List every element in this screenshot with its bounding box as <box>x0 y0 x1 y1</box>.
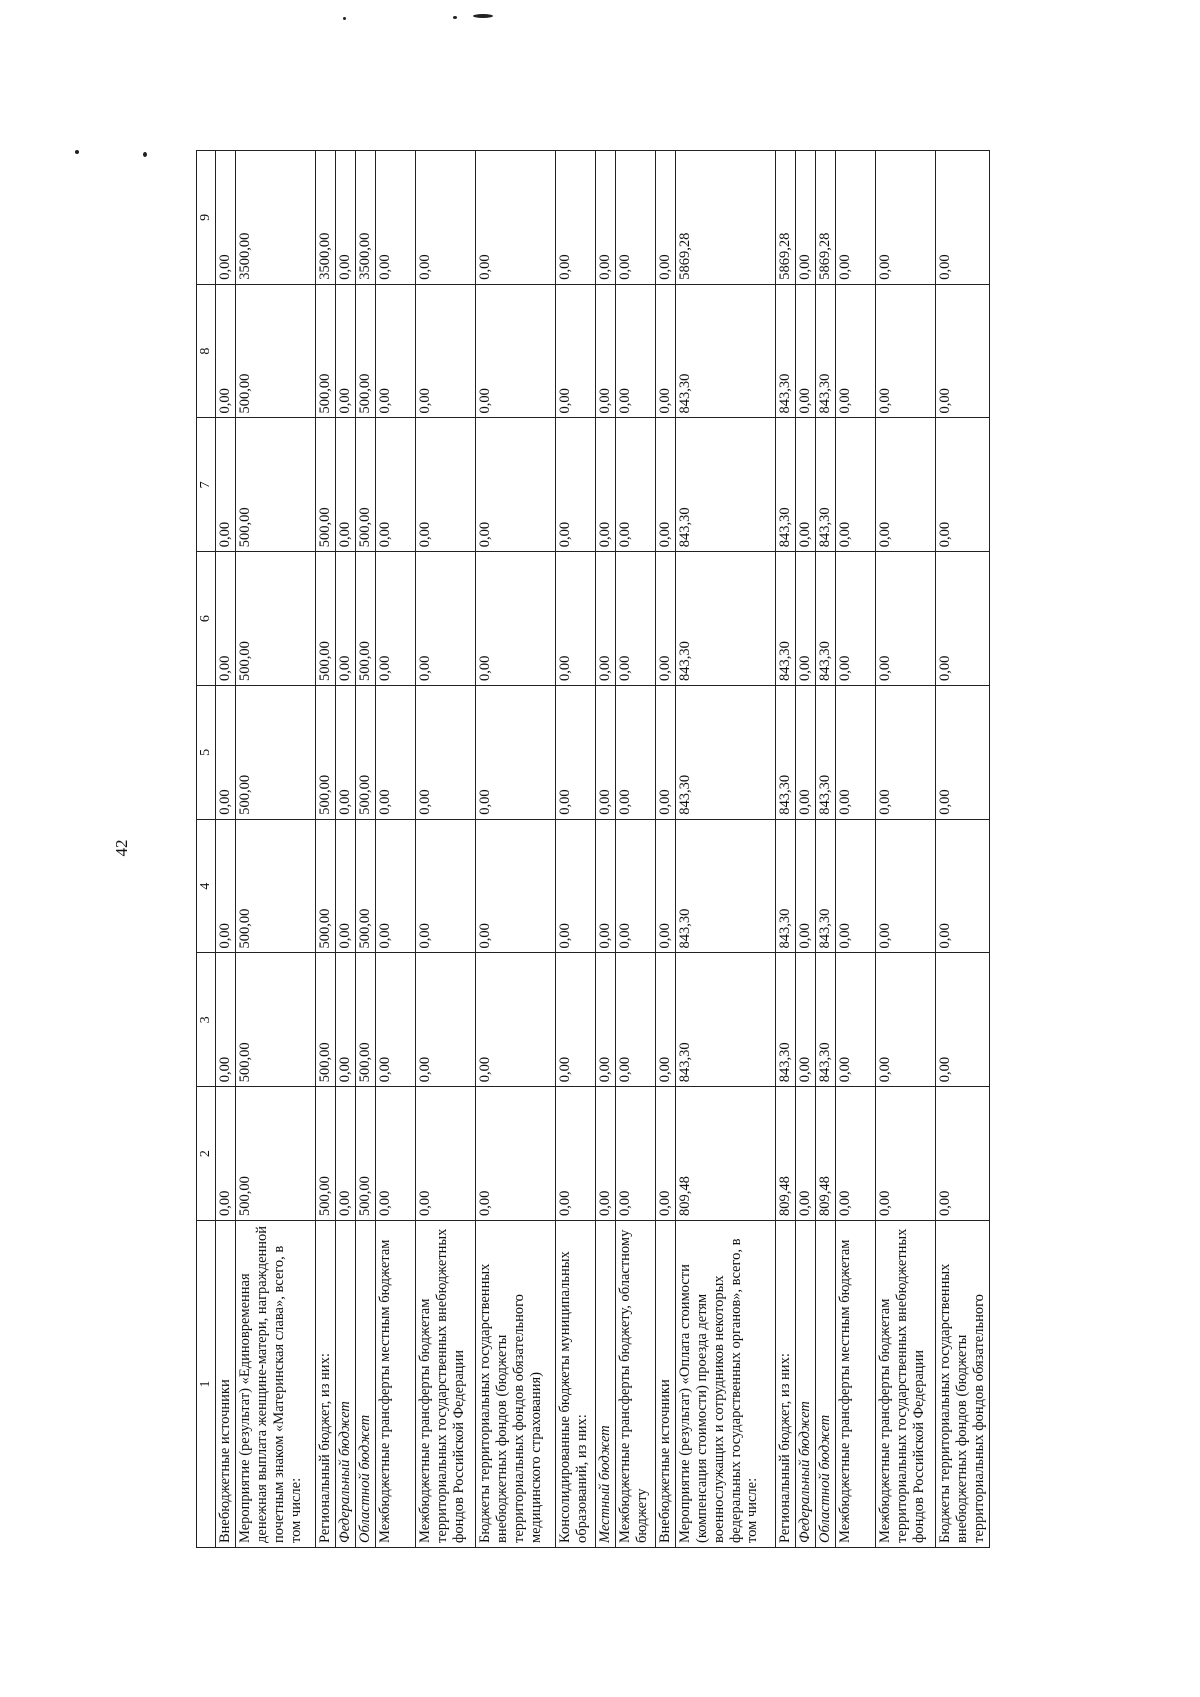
value-cell: 5869,28 <box>816 151 836 285</box>
value-cell: 843,30 <box>676 686 776 820</box>
value-cell: 843,30 <box>676 284 776 418</box>
value-cell: 0,00 <box>596 953 616 1087</box>
budget-table-body <box>197 151 990 1548</box>
table-row <box>936 151 989 1548</box>
value-cell: 0,00 <box>416 686 476 820</box>
value-cell: 843,30 <box>776 284 796 418</box>
value-cell: 500,00 <box>316 552 336 686</box>
value-cell: 0,00 <box>476 151 556 285</box>
page-number: 42 <box>112 839 131 857</box>
value-cell: 500,00 <box>356 284 376 418</box>
value-cell: 0,00 <box>476 418 556 552</box>
value-cell: 500,00 <box>316 418 336 552</box>
value-cell: 843,30 <box>816 686 836 820</box>
value-cell: 0,00 <box>656 686 676 820</box>
value-cell: 0,00 <box>416 819 476 953</box>
value-cell: 0,00 <box>616 151 656 285</box>
value-cell: 0,00 <box>336 552 356 686</box>
value-cell: 0,00 <box>596 418 616 552</box>
column-number: 4 <box>197 819 216 953</box>
row-label: Мероприятие (результат) «Оплата стоимости (компенсация стоимости) проезда детям военнослужащих и сотрудников некоторых федеральных государственных органов», всего, в том числе: <box>676 1221 776 1548</box>
value-cell: 843,30 <box>776 953 796 1087</box>
value-cell: 0,00 <box>616 552 656 686</box>
value-cell: 500,00 <box>236 819 316 953</box>
value-cell: 0,00 <box>476 819 556 953</box>
value-cell: 0,00 <box>876 552 936 686</box>
value-cell: 0,00 <box>476 552 556 686</box>
value-cell: 0,00 <box>336 686 356 820</box>
row-label: Региональный бюджет, из них: <box>316 1221 336 1548</box>
table-row <box>836 151 876 1548</box>
value-cell: 500,00 <box>236 953 316 1087</box>
value-cell: 0,00 <box>336 953 356 1087</box>
table-row <box>356 151 376 1548</box>
value-cell: 0,00 <box>376 686 416 820</box>
value-cell: 0,00 <box>656 1087 676 1221</box>
column-number: 7 <box>197 418 216 552</box>
table-row <box>476 151 556 1548</box>
value-cell: 0,00 <box>876 284 936 418</box>
scan-speck <box>343 17 346 20</box>
value-cell: 0,00 <box>796 1087 816 1221</box>
table-row <box>236 151 316 1548</box>
column-number: 1 <box>197 1221 216 1548</box>
value-cell: 0,00 <box>416 151 476 285</box>
value-cell: 5869,28 <box>776 151 796 285</box>
row-label: Межбюджетные трансферты бюджетам территориальных государственных внебюджетных фондов Российской Федерации <box>876 1221 936 1548</box>
value-cell: 0,00 <box>836 284 876 418</box>
table-row <box>776 151 796 1548</box>
value-cell: 0,00 <box>616 819 656 953</box>
value-cell: 0,00 <box>876 819 936 953</box>
value-cell: 500,00 <box>316 1087 336 1221</box>
value-cell: 843,30 <box>676 819 776 953</box>
value-cell: 0,00 <box>556 151 596 285</box>
row-label: Межбюджетные трансферты местным бюджетам <box>376 1221 416 1548</box>
value-cell: 843,30 <box>676 418 776 552</box>
value-cell: 809,48 <box>776 1087 796 1221</box>
row-label: Межбюджетные трансферты местным бюджетам <box>836 1221 876 1548</box>
value-cell: 500,00 <box>316 819 336 953</box>
value-cell: 0,00 <box>876 151 936 285</box>
value-cell: 0,00 <box>876 953 936 1087</box>
value-cell: 0,00 <box>216 686 236 820</box>
column-number: 5 <box>197 686 216 820</box>
value-cell: 500,00 <box>236 1087 316 1221</box>
value-cell: 0,00 <box>616 686 656 820</box>
row-label: Мероприятие (результат) «Единовременная денежная выплата женщине-матери, награжденной почетным знаком «Материнская слава», всего, в том числе: <box>236 1221 316 1548</box>
table-row <box>676 151 776 1548</box>
value-cell: 0,00 <box>796 418 816 552</box>
budget-table <box>196 150 990 1548</box>
value-cell: 0,00 <box>616 284 656 418</box>
value-cell: 0,00 <box>836 819 876 953</box>
value-cell: 0,00 <box>216 1087 236 1221</box>
value-cell: 0,00 <box>416 552 476 686</box>
value-cell: 0,00 <box>936 284 989 418</box>
value-cell: 0,00 <box>836 953 876 1087</box>
value-cell: 0,00 <box>876 686 936 820</box>
value-cell: 0,00 <box>656 151 676 285</box>
value-cell: 0,00 <box>876 418 936 552</box>
row-label: Бюджеты территориальных государственных внебюджетных фондов (бюджеты территориальных фондов обязательного <box>936 1221 989 1548</box>
row-label: Консолидированные бюджеты муниципальных образований, из них: <box>556 1221 596 1548</box>
row-label: Внебюджетные источники <box>656 1221 676 1548</box>
value-cell: 0,00 <box>336 418 356 552</box>
row-label: Федеральный бюджет <box>796 1221 816 1548</box>
value-cell: 0,00 <box>616 953 656 1087</box>
value-cell: 843,30 <box>776 819 796 953</box>
table-row <box>336 151 356 1548</box>
value-cell: 0,00 <box>476 686 556 820</box>
value-cell: 0,00 <box>376 418 416 552</box>
value-cell: 500,00 <box>236 552 316 686</box>
value-cell: 5869,28 <box>676 151 776 285</box>
row-label: Межбюджетные трансферты бюджету, областному бюджету <box>616 1221 656 1548</box>
value-cell: 0,00 <box>556 552 596 686</box>
value-cell: 0,00 <box>836 151 876 285</box>
row-label: Внебюджетные источники <box>216 1221 236 1548</box>
value-cell: 0,00 <box>416 1087 476 1221</box>
value-cell: 843,30 <box>776 418 796 552</box>
value-cell: 500,00 <box>356 552 376 686</box>
row-label: Областной бюджет <box>356 1221 376 1548</box>
value-cell: 0,00 <box>476 284 556 418</box>
table-row <box>556 151 596 1548</box>
row-label: Межбюджетные трансферты бюджетам территориальных государственных внебюджетных фондов Российской Федерации <box>416 1221 476 1548</box>
value-cell: 500,00 <box>356 686 376 820</box>
value-cell: 500,00 <box>236 418 316 552</box>
row-label: Региональный бюджет, из них: <box>776 1221 796 1548</box>
value-cell: 3500,00 <box>356 151 376 285</box>
value-cell: 0,00 <box>376 552 416 686</box>
value-cell: 0,00 <box>656 953 676 1087</box>
row-label: Местный бюджет <box>596 1221 616 1548</box>
table-row <box>316 151 336 1548</box>
value-cell: 0,00 <box>836 418 876 552</box>
value-cell: 843,30 <box>776 552 796 686</box>
value-cell: 843,30 <box>816 953 836 1087</box>
value-cell: 0,00 <box>416 284 476 418</box>
row-label: Федеральный бюджет <box>336 1221 356 1548</box>
column-number: 3 <box>197 953 216 1087</box>
value-cell: 500,00 <box>236 686 316 820</box>
scan-speck <box>75 150 79 154</box>
value-cell: 809,48 <box>676 1087 776 1221</box>
table-row <box>596 151 616 1548</box>
table-row <box>416 151 476 1548</box>
value-cell: 0,00 <box>336 151 356 285</box>
value-cell: 0,00 <box>596 1087 616 1221</box>
value-cell: 0,00 <box>216 284 236 418</box>
table-row <box>816 151 836 1548</box>
value-cell: 0,00 <box>876 1087 936 1221</box>
value-cell: 500,00 <box>316 284 336 418</box>
scan-speck <box>453 16 457 19</box>
value-cell: 0,00 <box>596 284 616 418</box>
value-cell: 0,00 <box>656 284 676 418</box>
value-cell: 0,00 <box>596 151 616 285</box>
value-cell: 843,30 <box>816 552 836 686</box>
table-row <box>216 151 236 1548</box>
value-cell: 0,00 <box>476 953 556 1087</box>
value-cell: 0,00 <box>796 953 816 1087</box>
value-cell: 0,00 <box>936 552 989 686</box>
value-cell: 0,00 <box>836 1087 876 1221</box>
value-cell: 0,00 <box>936 953 989 1087</box>
value-cell: 0,00 <box>656 418 676 552</box>
value-cell: 809,48 <box>816 1087 836 1221</box>
table-row <box>876 151 936 1548</box>
row-label: Бюджеты территориальных государственных внебюджетных фондов (бюджеты территориальных фондов обязательного медицинского страхования) <box>476 1221 556 1548</box>
value-cell: 0,00 <box>216 151 236 285</box>
table-row <box>616 151 656 1548</box>
value-cell: 0,00 <box>556 953 596 1087</box>
scan-speck <box>143 152 147 157</box>
table-row <box>656 151 676 1548</box>
value-cell: 0,00 <box>336 819 356 953</box>
value-cell: 0,00 <box>836 686 876 820</box>
column-number: 9 <box>197 151 216 285</box>
value-cell: 0,00 <box>836 552 876 686</box>
value-cell: 0,00 <box>336 1087 356 1221</box>
value-cell: 0,00 <box>556 1087 596 1221</box>
value-cell: 0,00 <box>556 284 596 418</box>
rotated-table-container <box>196 151 987 1548</box>
value-cell: 500,00 <box>316 953 336 1087</box>
table-row <box>796 151 816 1548</box>
value-cell: 0,00 <box>936 686 989 820</box>
value-cell: 0,00 <box>376 151 416 285</box>
value-cell: 0,00 <box>216 418 236 552</box>
value-cell: 500,00 <box>356 953 376 1087</box>
value-cell: 0,00 <box>936 151 989 285</box>
value-cell: 3500,00 <box>316 151 336 285</box>
value-cell: 0,00 <box>936 819 989 953</box>
value-cell: 0,00 <box>596 552 616 686</box>
value-cell: 0,00 <box>416 418 476 552</box>
value-cell: 0,00 <box>796 819 816 953</box>
value-cell: 0,00 <box>796 686 816 820</box>
value-cell: 0,00 <box>416 953 476 1087</box>
column-number: 6 <box>197 552 216 686</box>
value-cell: 0,00 <box>656 552 676 686</box>
value-cell: 0,00 <box>596 686 616 820</box>
value-cell: 500,00 <box>356 1087 376 1221</box>
value-cell: 0,00 <box>336 284 356 418</box>
value-cell: 500,00 <box>316 686 336 820</box>
column-number-row <box>197 151 216 1548</box>
value-cell: 0,00 <box>476 1087 556 1221</box>
value-cell: 0,00 <box>616 1087 656 1221</box>
scan-speck <box>473 14 493 18</box>
value-cell: 500,00 <box>236 284 316 418</box>
value-cell: 0,00 <box>936 418 989 552</box>
value-cell: 0,00 <box>216 819 236 953</box>
value-cell: 0,00 <box>376 284 416 418</box>
row-label: Областной бюджет <box>816 1221 836 1548</box>
value-cell: 0,00 <box>216 552 236 686</box>
value-cell: 843,30 <box>816 819 836 953</box>
value-cell: 0,00 <box>596 819 616 953</box>
value-cell: 0,00 <box>936 1087 989 1221</box>
value-cell: 3500,00 <box>236 151 316 285</box>
value-cell: 0,00 <box>376 819 416 953</box>
value-cell: 843,30 <box>776 686 796 820</box>
value-cell: 0,00 <box>616 418 656 552</box>
value-cell: 0,00 <box>376 953 416 1087</box>
value-cell: 500,00 <box>356 819 376 953</box>
value-cell: 843,30 <box>676 552 776 686</box>
value-cell: 0,00 <box>376 1087 416 1221</box>
value-cell: 0,00 <box>216 953 236 1087</box>
table-row <box>376 151 416 1548</box>
value-cell: 0,00 <box>796 284 816 418</box>
value-cell: 843,30 <box>676 953 776 1087</box>
column-number: 2 <box>197 1087 216 1221</box>
value-cell: 0,00 <box>796 151 816 285</box>
value-cell: 843,30 <box>816 418 836 552</box>
value-cell: 0,00 <box>796 552 816 686</box>
value-cell: 500,00 <box>356 418 376 552</box>
value-cell: 0,00 <box>656 819 676 953</box>
value-cell: 0,00 <box>556 819 596 953</box>
value-cell: 843,30 <box>816 284 836 418</box>
column-number: 8 <box>197 284 216 418</box>
value-cell: 0,00 <box>556 418 596 552</box>
value-cell: 0,00 <box>556 686 596 820</box>
